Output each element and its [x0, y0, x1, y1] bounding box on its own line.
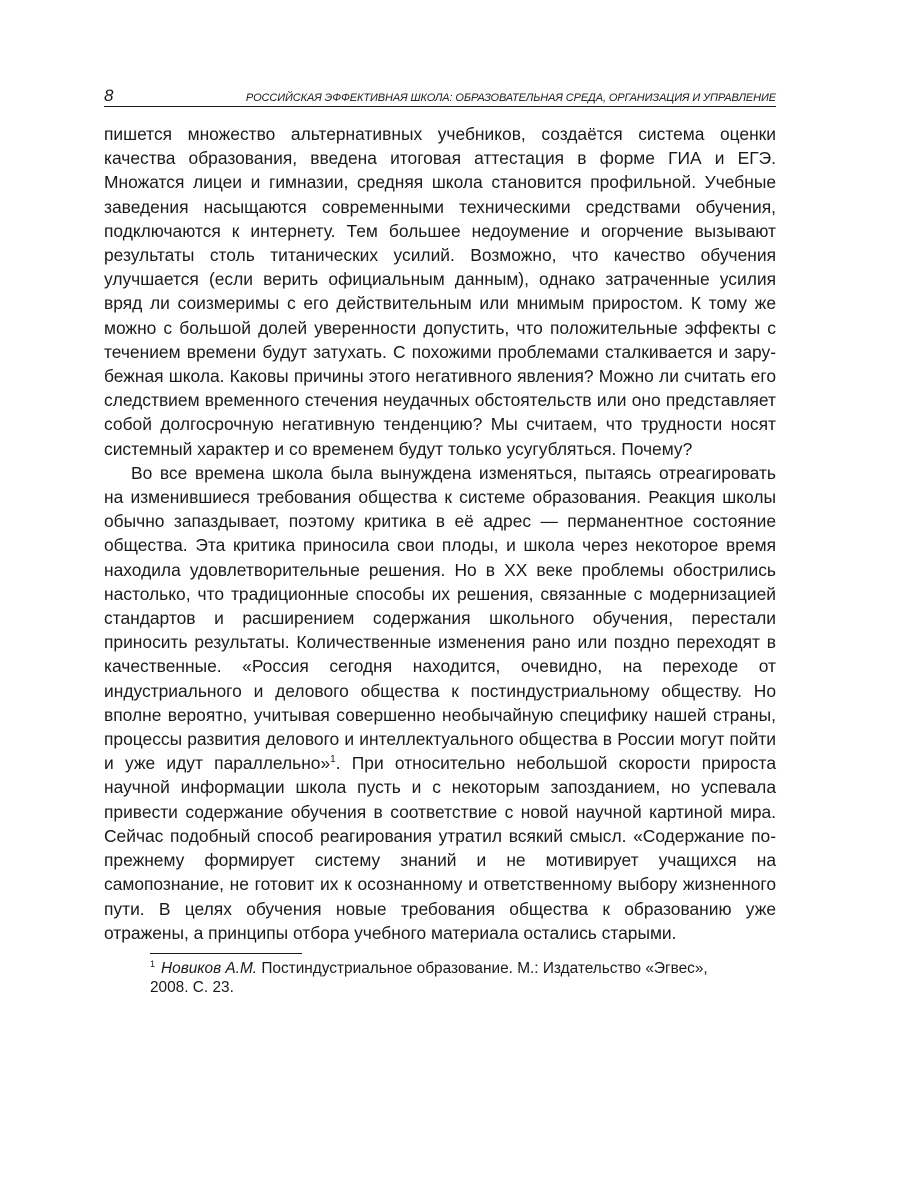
- running-title: РОССИЙСКАЯ ЭФФЕКТИВНАЯ ШКОЛА: ОБРАЗОВАТЕЛЬНАЯ СРЕДА, ОРГАНИЗАЦИЯ И УПРАВЛЕНИЕ: [245, 92, 776, 104]
- footnote-line-1: [150, 959, 780, 978]
- footnote-text-1: Постиндустриальное образование. М.: Издательство «Эгвес»,: [257, 959, 708, 977]
- page-number: 8: [104, 86, 114, 105]
- footnote-reference[interactable]: 1: [330, 754, 336, 766]
- footnote: [150, 959, 780, 997]
- footnote-author: Новиков А.М.: [161, 959, 258, 977]
- paragraph-1: пишется множество альтернативных учебников, создаётся система оценки качества образования, введена итоговая аттестация в форме ГИА и ЕГЭ. Множатся лицеи и гимназии, средняя школа становится профильной. Учебные заведения насыщаются современными техническими средствами обучения, подключаются к интернету. Тем большее недоумение и огорчение вызывают результаты столь титанических усилий. Возможно, что качество обучения улучшается (если верить официальным данным), однако затраченные усилия вряд ли соизмеримы с его действительным или мнимым приростом. К тому же можно с большой долей уверенности допустить, что положительные эффекты с течением времени будут затухать. С похожими проблемами сталкивается и зарубежная школа. Каковы причины этого негативного явления? Можно ли считать его следствием временного стечения неудачных обстоятельств или оно представляет собой долгосрочную негативную тенденцию? Мы считаем, что трудности носят системный характер и со временем будут только усугубляться. Почему?: [104, 124, 776, 459]
- footnote-separator: [150, 953, 302, 954]
- book-page: [104, 84, 776, 997]
- paragraph-2-part-2: . При относительно небольшой скорости прироста научной информации школа пусть и с некоторым запозданием, но успевала привести содержание обучения в соответствие с новой научной картиной мира. Сейчас подобный способ реагирования утратил всякий смысл. «Содержание по-прежнему формирует систему знаний и не мотивирует учащихся на самопознание, не готовит их к осознанному и ответственному выбору жизненного пути. В целях обучения новые требования общества к образованию уже отражены, а принципы отбора учебного материала остались старыми.: [104, 753, 777, 943]
- paragraph-2: [104, 461, 776, 945]
- running-head: [104, 84, 776, 107]
- paragraph-2-part-1: Во все времена школа была вынуждена изменяться, пытаясь отреагировать на изменившиеся требования общества к системе образования. Реакция школы обычно запаздывает, поэтому критика в её адрес — перманентное состояние общества. Эта критика приносила свои плоды, и школа через некоторое время находила удовлетворительные решения. Но в XX веке проблемы обострились настолько, что традиционные способы их решения, связанные с модернизацией стандартов и расширением содержания школьного обучения, перестали приносить результаты. Количественные изменения рано или поздно переходят в качественные. «Россия сегодня находится, очевидно, на переходе от индустриального и делового общества к постиндустриальному обществу. Но вполне вероятно, учитывая совершенно необычайную специфику нашей страны, процессы развития делового и интеллектуального общества в России могут пойти и уже идут параллельно»: [104, 462, 776, 774]
- body-text: [104, 122, 776, 945]
- footnote-text-2: 2008. С. 23.: [150, 978, 234, 996]
- footnote-number: 1: [150, 958, 156, 969]
